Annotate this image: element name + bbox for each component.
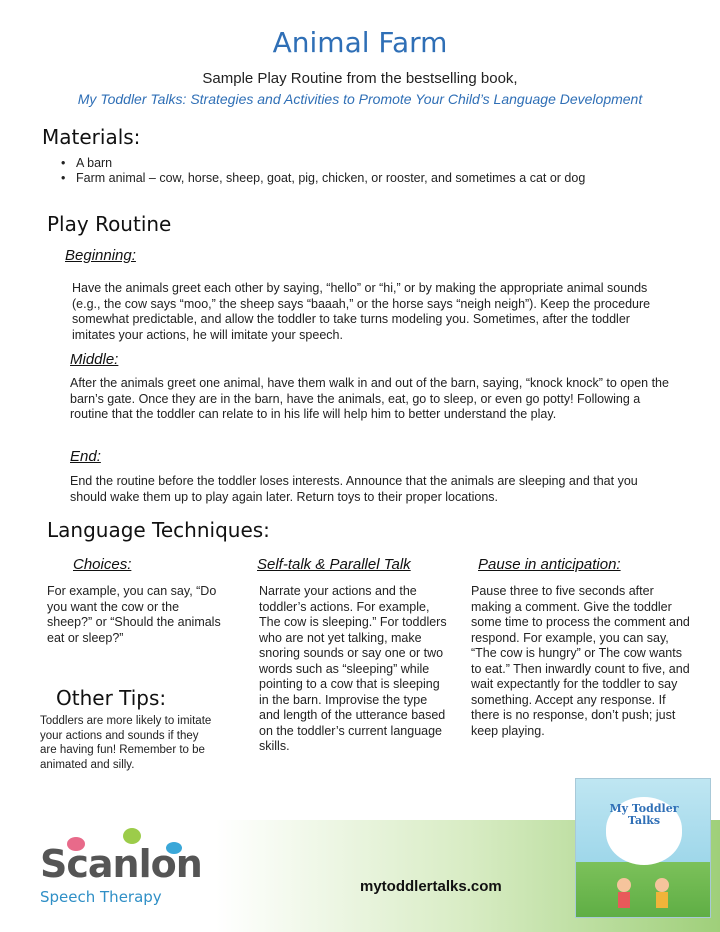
pause-text: Pause three to five seconds after making a comment. Give the toddler some time to process the comment and respond. For example, you can say, “The cow is hungry” or The cow wants to eat.” Then inwardly count to five, and wait expectantly for the toddler to say something. Accept any response. If there is no response, don’t push; just keep playing. [471, 584, 690, 738]
middle-heading: Middle: [70, 351, 119, 368]
choices-heading: Choices: [73, 556, 132, 573]
other-tips-text: Toddlers are more likely to imitate your actions and sounds if they are having fun! Remember to be animated and silly. [40, 715, 212, 771]
other-tips-heading: Other Tips: [56, 686, 167, 710]
book-cover [575, 778, 711, 918]
pause-heading: Pause in anticipation: [478, 556, 621, 573]
website-link[interactable]: mytoddlertalks.com [360, 878, 502, 895]
book-cover-title: My Toddler Talks [606, 797, 682, 865]
logo: Scanlon [40, 842, 202, 886]
end-text: End the routine before the toddler loses interests. Announce that the animals are sleeping and that you should wake them up to play again later. Return toys to their proper locations. [70, 474, 638, 504]
logo-subtitle: Speech Therapy [40, 888, 162, 906]
materials-list [58, 156, 638, 186]
language-techniques-heading: Language Techniques: [47, 518, 270, 542]
play-routine-heading: Play Routine [47, 212, 172, 236]
page-title: Animal Farm [272, 26, 448, 59]
beginning-heading: Beginning: [65, 247, 136, 264]
list-item: • Farm animal – cow, horse, sheep, goat, pig, chicken, or rooster, and sometimes a cat or dog [58, 171, 638, 186]
choices-text: For example, you can say, “Do you want the cow or the sheep?” or “Should the animals eat or sleep?” [47, 584, 221, 645]
list-item: • A barn [58, 156, 638, 171]
page-subtitle: Sample Play Routine from the bestselling book, [202, 70, 518, 87]
end-heading: End: [70, 448, 101, 465]
middle-text: After the animals greet one animal, have them walk in and out of the barn, saying, “knock knock” to open the barn’s gate. Once they are in the barn, have the animals, eat, go to sleep, or even go potty! Following a routine that the toddler can relate to in his life will help him to better understand the play. [70, 376, 669, 421]
children-illustration-icon [604, 875, 684, 915]
self-talk-text: Narrate your actions and the toddler’s actions. For example, The cow is sleeping.” For toddlers who are not yet talking, make snoring sounds or say one or two words such as “sleeping” while pointing to a cow that is sleeping in the barn. Improvise the type and length of the utterance based on the toddler’s current language skills. [259, 584, 447, 753]
beginning-text: Have the animals greet each other by saying, “hello” or “hi,” or by making the appropriate animal sounds (e.g., the cow says “moo,” the sheep says “baaah,” or the horse says “neigh neigh”). Keep the procedure somewhat predictable, and allow the toddler to take turns modeling you. Sometimes, after the toddler imitates your actions, he will imitate your speech. [72, 281, 651, 342]
materials-heading: Materials: [42, 125, 141, 149]
self-talk-heading: Self-talk & Parallel Talk [257, 556, 411, 573]
book-title-line: My Toddler Talks: Strategies and Activities to Promote Your Child’s Language Development [77, 91, 643, 107]
